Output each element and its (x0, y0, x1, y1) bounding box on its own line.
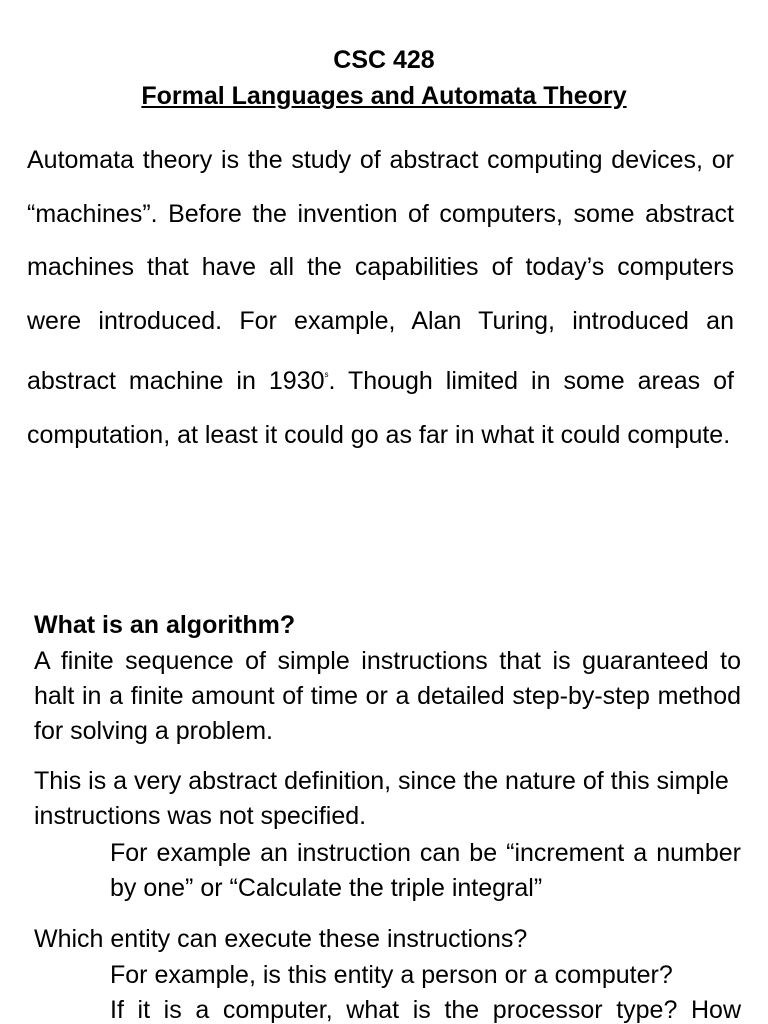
intro-paragraph (27, 134, 734, 462)
abstract-note: This is a very abstract definition, since the nature of this simple instructions was not specified. (34, 767, 729, 830)
instruction-example: For example an instruction can be “increment a number by one” or “Calculate the triple integral” (110, 839, 741, 902)
algorithm-definition: A finite sequence of simple instructions that is guaranteed to halt in a finite amount of time or a detailed step-by-step method for solving a problem. (34, 647, 741, 745)
entity-example-1: For example, is this entity a person or a computer? (110, 961, 673, 989)
page-title: Formal Languages and Automata Theory (141, 82, 627, 110)
course-code: CSC 428 (333, 46, 435, 74)
intro-superscript: s (324, 370, 329, 379)
entity-question: Which entity can execute these instructions? (34, 925, 528, 953)
entity-examples (110, 958, 741, 1024)
intro-text: Automata theory is the study of abstract computing devices, or “machines”. Before the invention of computers, some abstract machines that have all the capabilities of today’s computers were introduced. For example, Alan Turing, introduced an abstract machine in 1930 (27, 146, 734, 395)
entity-example-2: If it is a computer, what is the processor type? How (110, 996, 741, 1024)
algorithm-heading: What is an algorithm? (34, 611, 296, 639)
intro-text-continued: . Though limited in some areas of computation, at least it could go as far in what it could compute. (27, 367, 734, 449)
